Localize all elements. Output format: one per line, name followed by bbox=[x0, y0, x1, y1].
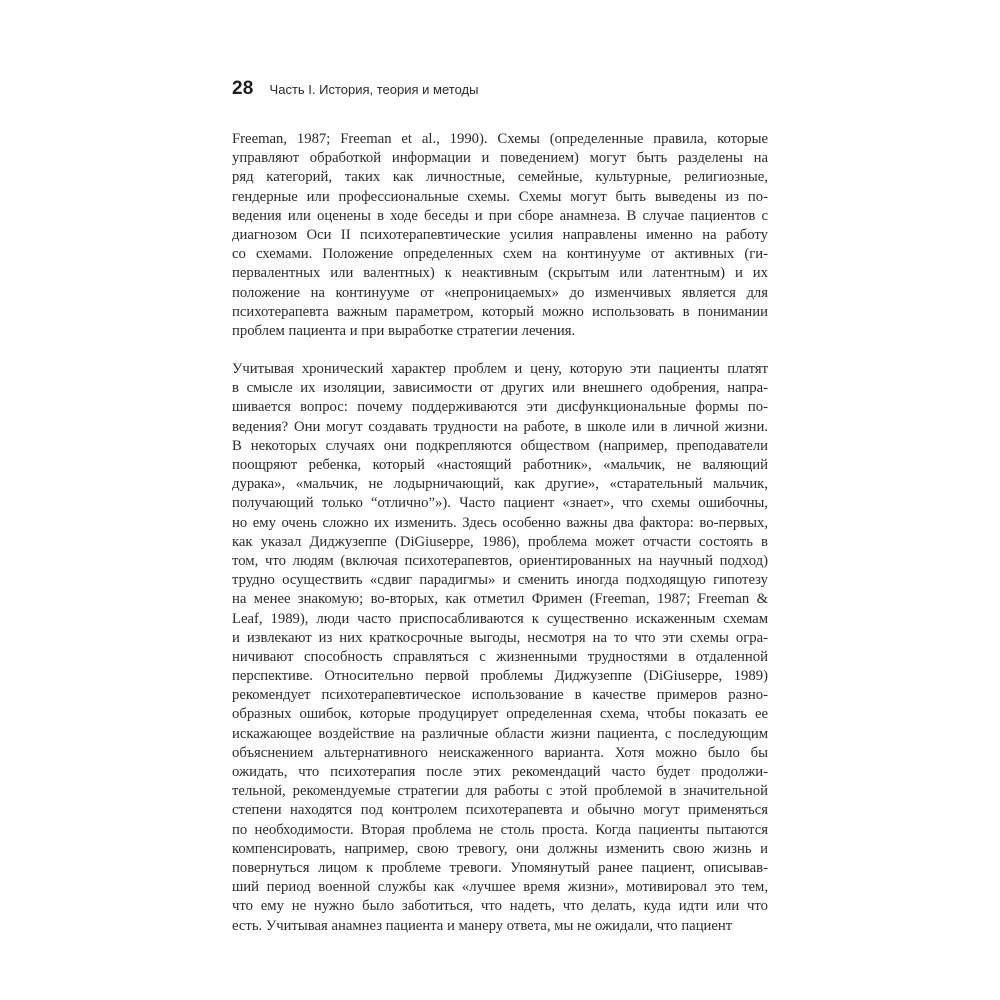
text-line: психотерапевта важным параметром, который можно использовать в понимании bbox=[232, 303, 768, 320]
text-line: Leaf, 1989), люди часто приспосабливаются к существенно искаженным схемам bbox=[232, 610, 768, 627]
text-line: получающий только “отлично”»). Часто пациент «знает», что схемы ошибочны, bbox=[232, 495, 768, 512]
text-line: компенсировать, например, свою тревогу, они должны изменить свою жизнь и bbox=[232, 840, 768, 857]
text-line: В некоторых случаях они подкрепляются обществом (например, преподаватели bbox=[232, 437, 768, 454]
text-line: со схемами. Положение определенных схем на континууме от активных (ги- bbox=[232, 246, 768, 263]
text-line: как указал Диджузеппе (DiGiuseppe, 1986), проблема может отчасти состоять в bbox=[232, 533, 768, 550]
running-title: Часть I. История, теория и методы bbox=[269, 82, 479, 97]
text-line: поощряют ребенка, который «настоящий работник», «мальчик, не валяющий bbox=[232, 457, 768, 473]
text-line: ожидать, что психотерапия после этих рекомендаций часто будет продолжи- bbox=[232, 764, 768, 780]
text-line: но ему очень сложно их изменить. Здесь особенно важны два фактора: во-первых, bbox=[232, 514, 768, 531]
text-line: что ему не нужно было заботиться, что надеть, что делать, куда идти или что bbox=[232, 898, 768, 915]
text-line: ничивают способность справляться с жизненными трудностями в отдаленной bbox=[232, 648, 768, 665]
text-line: Freeman, 1987; Freeman et al., 1990). Схемы (определенные правила, которые bbox=[232, 131, 768, 147]
text-line: объяснением альтернативного неискаженного варианта. Хотя можно было бы bbox=[232, 744, 768, 761]
paragraph bbox=[232, 130, 768, 341]
text-line: тельной, рекомендуемые стратегии для работы с этой проблемой в значительной bbox=[232, 783, 768, 800]
text-line: в смысле их изоляции, зависимости от других или внешнего одобрения, напра- bbox=[232, 380, 768, 397]
text-line: ряд категорий, таких как личностные, семейные, культурные, религиозные, bbox=[232, 169, 768, 186]
text-line: Учитывая хронический характер проблем и цену, которую эти пациенты платят bbox=[232, 361, 768, 378]
text-line: шивается вопрос: почему поддерживаются эти дисфункциональные формы по- bbox=[232, 399, 768, 416]
text-line: первалентных или валентных) к неактивным (скрытым или латентным) и их bbox=[232, 265, 768, 282]
text-line: проблем пациента и при выработке стратегии лечения. bbox=[232, 322, 576, 339]
text-line: ший период военной службы как «лучшее время жизни», мотивировал это тем, bbox=[232, 879, 768, 896]
text-line: ведения? Они могут создавать трудности на работе, в школе или в личной жизни. bbox=[232, 418, 768, 435]
text-line: положение на континууме от «непроницаемых» до изменчивых является для bbox=[232, 284, 768, 301]
text-line: и извлекают из них краткосрочные выгоды, несмотря на то что эти схемы огра- bbox=[232, 629, 768, 646]
text-line: по необходимости. Вторая проблема не столь проста. Когда пациенты пытаются bbox=[232, 821, 768, 838]
text-line: дурака», «мальчик, не лодырничающий, как другие», «старательный мальчик, bbox=[232, 476, 768, 493]
text-line: образных ошибок, которые продуцирует определенная схема, чтобы показать ее bbox=[232, 706, 768, 723]
text-line: степени находятся под контролем психотерапевта и обычно могут применяться bbox=[232, 802, 768, 819]
text-line: перспективе. Относительно первой проблемы Диджузеппе (DiGiuseppe, 1989) bbox=[232, 668, 768, 685]
text-line: том, что людям (включая психотерапевтов, ориентированных на научный подход) bbox=[232, 552, 768, 569]
running-head bbox=[232, 78, 478, 102]
paragraph bbox=[232, 360, 768, 936]
text-line: искажающее воздействие на различные области жизни пациента, с последующим bbox=[232, 725, 768, 742]
text-line: ведения или оценены в ходе беседы и при сборе анамнеза. В случае пациентов с bbox=[232, 207, 768, 224]
text-line: есть. Учитывая анамнез пациента и манеру ответа, мы не ожидали, что пациент bbox=[232, 917, 733, 934]
page-number: 28 bbox=[232, 78, 254, 99]
text-line: повернуться лицом к проблеме тревоги. Упомянутый ранее пациент, описывав- bbox=[232, 859, 768, 876]
body-text bbox=[232, 130, 768, 936]
text-line: диагнозом Оси II психотерапевтические усилия направлены именно на работу bbox=[232, 226, 768, 243]
text-line: рекомендует психотерапевтическое использование в качестве примеров разно- bbox=[232, 687, 768, 704]
text-line: трудно осуществить «сдвиг парадигмы» и сменить иногда подходящую гипотезу bbox=[232, 572, 768, 589]
text-line: управляют обработкой информации и поведением) могут быть разделены на bbox=[232, 150, 768, 167]
text-line: на менее знакомую; во-вторых, как отметил Фримен (Freeman, 1987; Freeman & bbox=[232, 591, 768, 608]
text-line: гендерные или профессиональные схемы. Схемы могут быть выведены из по- bbox=[232, 188, 768, 205]
